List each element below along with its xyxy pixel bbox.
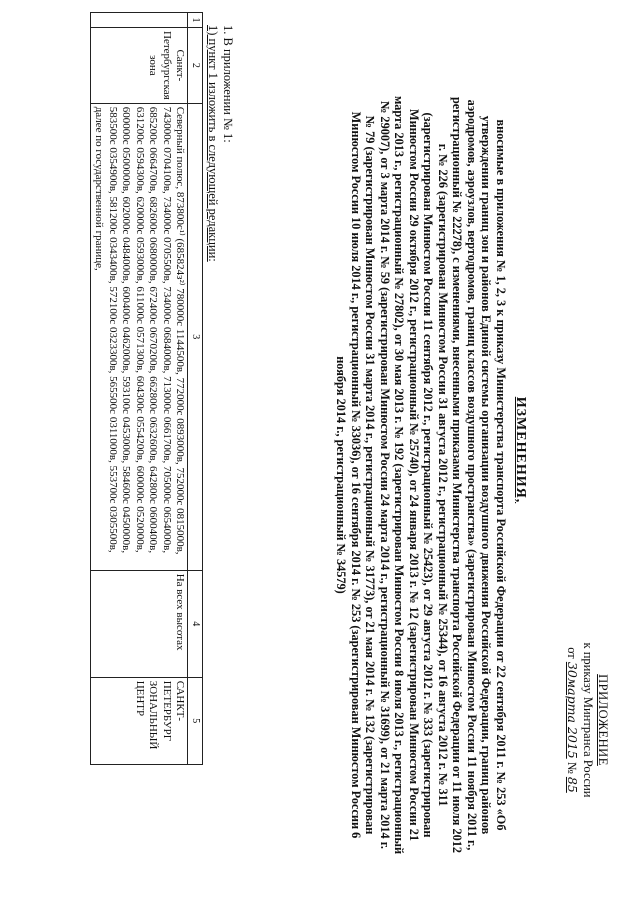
- table-header-cell: 3: [188, 103, 203, 570]
- appendix-date-line: [564, 570, 580, 870]
- handwritten-number: 85: [565, 776, 580, 793]
- table-row: [91, 13, 189, 765]
- document-title: ИЗМЕНЕНИЯ,: [513, 396, 528, 504]
- appendix-title: ПРИЛОЖЕНИЕ: [596, 674, 610, 766]
- date-prefix: от: [565, 647, 579, 659]
- table-cell-number: [91, 13, 189, 28]
- table-cell-altitude: На всех высотах: [91, 570, 189, 677]
- changes-table: [90, 12, 203, 765]
- number-prefix: №: [565, 761, 579, 774]
- table-header-cell: 2: [188, 28, 203, 104]
- table-header-cell: 4: [188, 570, 203, 677]
- document-subtitle: вносимые в приложения № 1, 2, 3 к приказу Министерства транспорта Российской Федерации от 22 сентября 2011 г. № 253 «Об утверждении границ зон и районов Единой системы организации воздушного движения Российской Федерации, границ районов аэродромов, аэроузлов, вертодромов, границ классов воздушного пространства» (зарегистрирован Минюстом России 11 ноября 2011 г., регистрационный № 22278), с изменениями, внесенными приказами Министерства транспорта Российской Федерации от 11 июля 2012 г. № 226 (зарегистрирован Минюстом России 31 августа 2012 г., регистрационный № 25344), от 16 августа 2012 г. № 311 (зарегистрирован Минюстом России 11 сентября 2012 г., регистрационный № 25423), от 29 августа 2012 г. № 333 (зарегистрирован Минюстом России 29 октября 2012 г., регистрационный № 25740), от 24 января 2013 г. № 12 (зарегистрирован Минюстом России 21 марта 2013 г., регистрационный № 27802), от 30 мая 2013 г. № 192 (зарегистрирован Минюстом России 8 июля 2013 г., регистрационный № 29007), от 3 марта 2014 г. № 59 (зарегистрирован Минюстом России 24 марта 2014 г., регистрационный № 31699), от 21 марта 2014 г. № 79 (зарегистрирован Минюстом России 31 марта 2014 г., регистрационный № 31773), от 21 мая 2014 г. № 132 (зарегистрирован Минюстом России 10 июля 2014 г., регистрационный № 33036), от 16 сентября 2014 г. № 253 (зарегистрирован Минюстом России 6 ноября 2014 г., регистрационный № 34579): [334, 95, 508, 855]
- section-item: 1. В приложении № 1:: [221, 25, 235, 143]
- table-cell-center: САНКТ-ПЕТЕРБУРГ ЗОНАЛЬНЫЙ ЦЕНТР: [91, 677, 189, 764]
- appendix-order-ref: к приказу Минтранса России: [581, 642, 595, 798]
- handwritten-date: 30марта 2015: [565, 661, 580, 759]
- table-header-row: [188, 13, 203, 765]
- section-subitem: 1) пункт 1 изложить в следующей редакции:: [206, 25, 220, 262]
- appendix-header: [564, 570, 610, 870]
- table-header-cell: 1: [188, 13, 203, 28]
- table-header-cell: 5: [188, 677, 203, 764]
- table-cell-zone-name: Санкт-Петербургская зона: [91, 28, 189, 104]
- table-cell-boundary: Северный полюс, 873800с¹⁾ (685824з²⁾ 780000с 1144500в, 772000с 0893000в, 752000с 0815000в, 743000с 0704100в, 734000с 0705500в, 734000с 0684000в, 713000с 0661700в, 705000с 0654000в, 685200с 0664700в, 682600с 0680000в, 672400с 0670200в, 662800с 0632600в, 642800с 0600400в, 631200с 0594300в, 620000с 0593000в, 611000с 0571300в, 604300с 0554200в, 600000с 0520000в, 600000с 0500000в, 602000с 0484000в, 600400с 0462000в, 593100с 0453000в, 584600с 0450000в, 583500с 0354900в, 581200с 0343400в, 572100с 0323300в, 565500с 0311000в, 553700с 0305500в, далее по государственной границе,: [91, 103, 189, 570]
